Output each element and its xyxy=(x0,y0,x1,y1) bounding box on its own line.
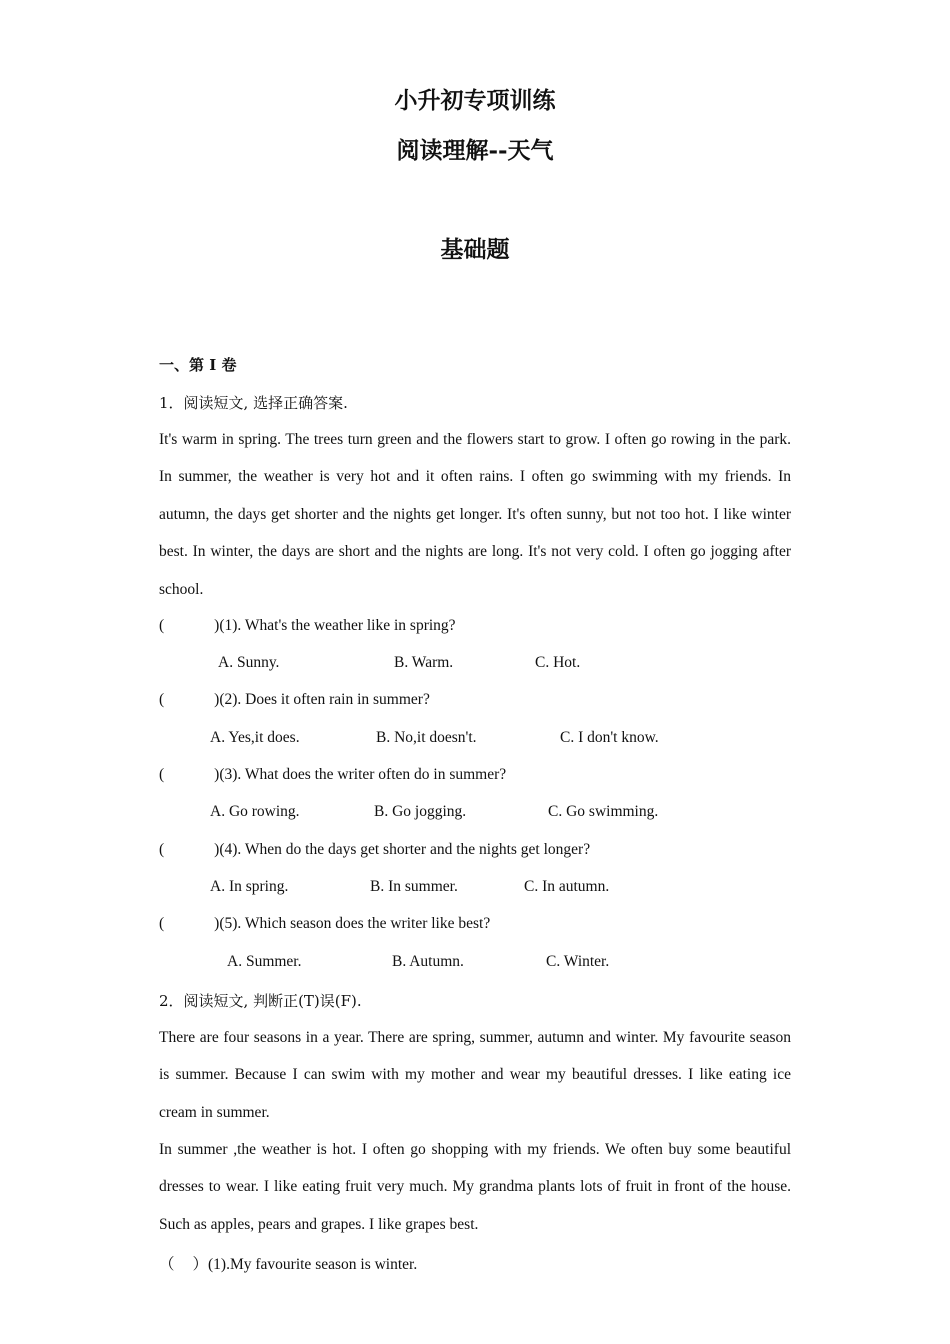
option-b: B. No,it doesn't. xyxy=(376,729,477,746)
q2-passage-2: In summer ,the weather is hot. I often go shopping with my friends. We often buy some beautiful dresses to wear. I like eating fruit very much. My grandma plants lots of fruit in front of the house. Such as apples, pears and grapes. I like grapes best. xyxy=(159,1141,791,1233)
q2-instruction: 2．阅读短文, 判断正(T)误(F). xyxy=(159,992,362,1010)
q2-item-1 xyxy=(159,1252,417,1274)
option-b: B. Go jogging. xyxy=(374,803,467,820)
option-c: C. Go swimming. xyxy=(548,803,659,820)
question-stem: )(2). Does it often rain in summer? xyxy=(214,691,430,708)
option-a: A. Summer. xyxy=(227,953,302,970)
q2-passage-1: There are four seasons in a year. There are spring, summer, autumn and winter. My favourite season is summer. Because I can swim with my mother and wear my beautiful dresses. I like eating ice cream in summer. xyxy=(159,1029,791,1121)
option-c: C. Hot. xyxy=(535,654,581,671)
question-stem: )(3). What does the writer often do in summer? xyxy=(214,766,507,783)
option-b: B. In summer. xyxy=(370,878,458,895)
question-stem: )(4). When do the days get shorter and the nights get longer? xyxy=(214,841,591,858)
option-a: A. Yes,it does. xyxy=(210,729,300,746)
answer-paren-open: （ xyxy=(159,1256,175,1273)
question-stem: ）(1).My favourite season is winter. xyxy=(192,1256,418,1273)
q1-item-1 xyxy=(159,617,456,635)
q1-item-2 xyxy=(159,691,430,709)
option-a: A. Go rowing. xyxy=(210,803,300,820)
option-b: B. Autumn. xyxy=(392,953,464,970)
option-b: B. Warm. xyxy=(394,654,454,671)
option-c: C. I don't know. xyxy=(560,729,659,746)
document-subtitle: 阅读理解--天气 xyxy=(396,137,554,164)
answer-paren-open: ( xyxy=(159,691,165,708)
option-c: C. In autumn. xyxy=(524,878,610,895)
answer-paren-open: ( xyxy=(159,841,165,858)
q1-instruction: 1．阅读短文, 选择正确答案. xyxy=(159,394,348,412)
answer-paren-open: ( xyxy=(159,766,165,783)
difficulty-heading: 基础题 xyxy=(440,236,510,263)
q1-item-3 xyxy=(159,766,506,784)
document-title: 小升初专项训练 xyxy=(394,87,556,114)
q1-item-5 xyxy=(159,915,490,933)
answer-paren-open: ( xyxy=(159,617,165,634)
option-a: A. Sunny. xyxy=(218,654,280,671)
question-stem: )(5). Which season does the writer like best? xyxy=(214,915,491,932)
answer-paren-open: ( xyxy=(159,915,165,932)
q1-passage: It's warm in spring. The trees turn green and the flowers start to grow. I often go rowing in the park. In summer, the weather is very hot and it often rains. I often go swimming with my friends. In autumn, the days get shorter and the nights get longer. It's often sunny, but not too hot. I like winter best. In winter, the days are short and the nights are long. It's not very cold. I often go jogging after school. xyxy=(159,431,791,598)
option-c: C. Winter. xyxy=(546,953,610,970)
q1-item-4 xyxy=(159,841,590,859)
option-a: A. In spring. xyxy=(210,878,289,895)
section-label: 一、第 I 卷 xyxy=(159,356,237,374)
question-stem: )(1). What's the weather like in spring? xyxy=(214,617,456,634)
